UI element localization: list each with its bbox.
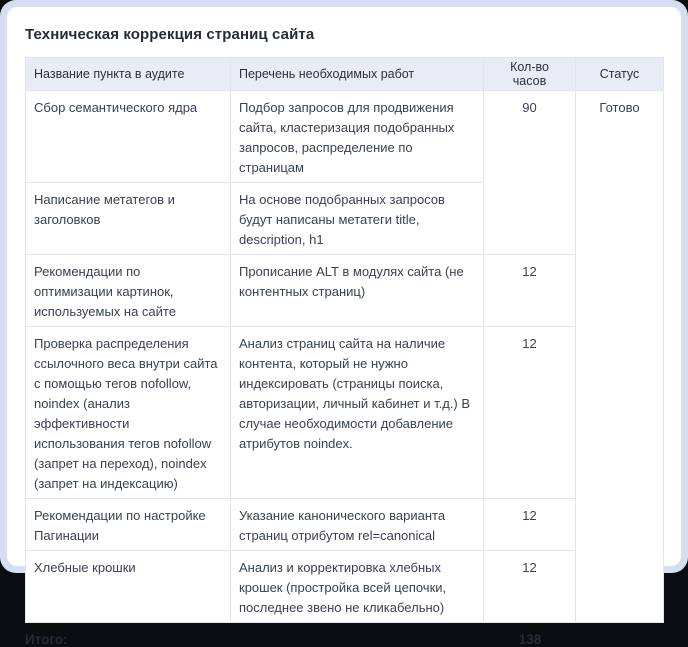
table-row — [26, 91, 664, 183]
cell-works: Анализ страниц сайта на наличие контента, который не нужно индексировать (страницы поиска, авторизации, личный кабинет и т.д.) В случае необходимости добавление атрибутов noindex. — [231, 327, 484, 499]
page-title: Техническая коррекция страниц сайта — [25, 26, 315, 43]
cell-hours: 12 — [484, 551, 576, 623]
cell-hours: 12 — [484, 255, 576, 327]
cell-name: Рекомендации по настройке Пагинации — [26, 499, 231, 551]
cell-works: Анализ и корректировка хлебных крошек (простройка всей цепочки, последнее звено не кликабельно) — [231, 551, 484, 623]
table-header-row — [26, 58, 664, 91]
cell-name: Написание метатегов и заголовков — [26, 183, 231, 255]
column-header-hours: Кол-во часов — [484, 58, 576, 91]
cell-hours: 12 — [484, 327, 576, 499]
cell-works: Прописание ALT в модулях сайта (не контентных страниц) — [231, 255, 484, 327]
column-header-name: Название пункта в аудите — [26, 58, 231, 91]
table-row — [26, 499, 664, 551]
totals-value: 138 — [518, 632, 542, 647]
cell-works: На основе подобранных запросов будут написаны метатеги title, description, h1 — [231, 183, 484, 255]
cell-works: Подбор запросов для продвижения сайта, кластеризация подобранных запросов, распределение по страницам — [231, 91, 484, 183]
cell-status: Готово — [576, 91, 664, 623]
cell-name: Рекомендации по оптимизации картинок, используемых на сайте — [26, 255, 231, 327]
cell-name: Проверка распределения ссылочного веса внутри сайта с помощью тегов nofollow, noindex (анализ эффективности использования тегов nofollow (запрет на переход), noindex (запрет на индексацию) — [26, 327, 231, 499]
report-card — [7, 7, 681, 647]
table-row — [26, 551, 664, 623]
column-header-works: Перечень необходимых работ — [231, 58, 484, 91]
cell-hours: 12 — [484, 499, 576, 551]
totals-row — [25, 632, 663, 647]
totals-label: Итого: — [25, 632, 68, 647]
audit-table — [25, 57, 664, 623]
cell-works: Указание канонического варианта страниц отрибутом rel=canonical — [231, 499, 484, 551]
table-row — [26, 327, 664, 499]
cell-hours: 90 — [484, 91, 576, 255]
column-header-status: Статус — [576, 58, 664, 91]
cell-name: Сбор семантического ядра — [26, 91, 231, 183]
table-row — [26, 255, 664, 327]
cell-name: Хлебные крошки — [26, 551, 231, 623]
